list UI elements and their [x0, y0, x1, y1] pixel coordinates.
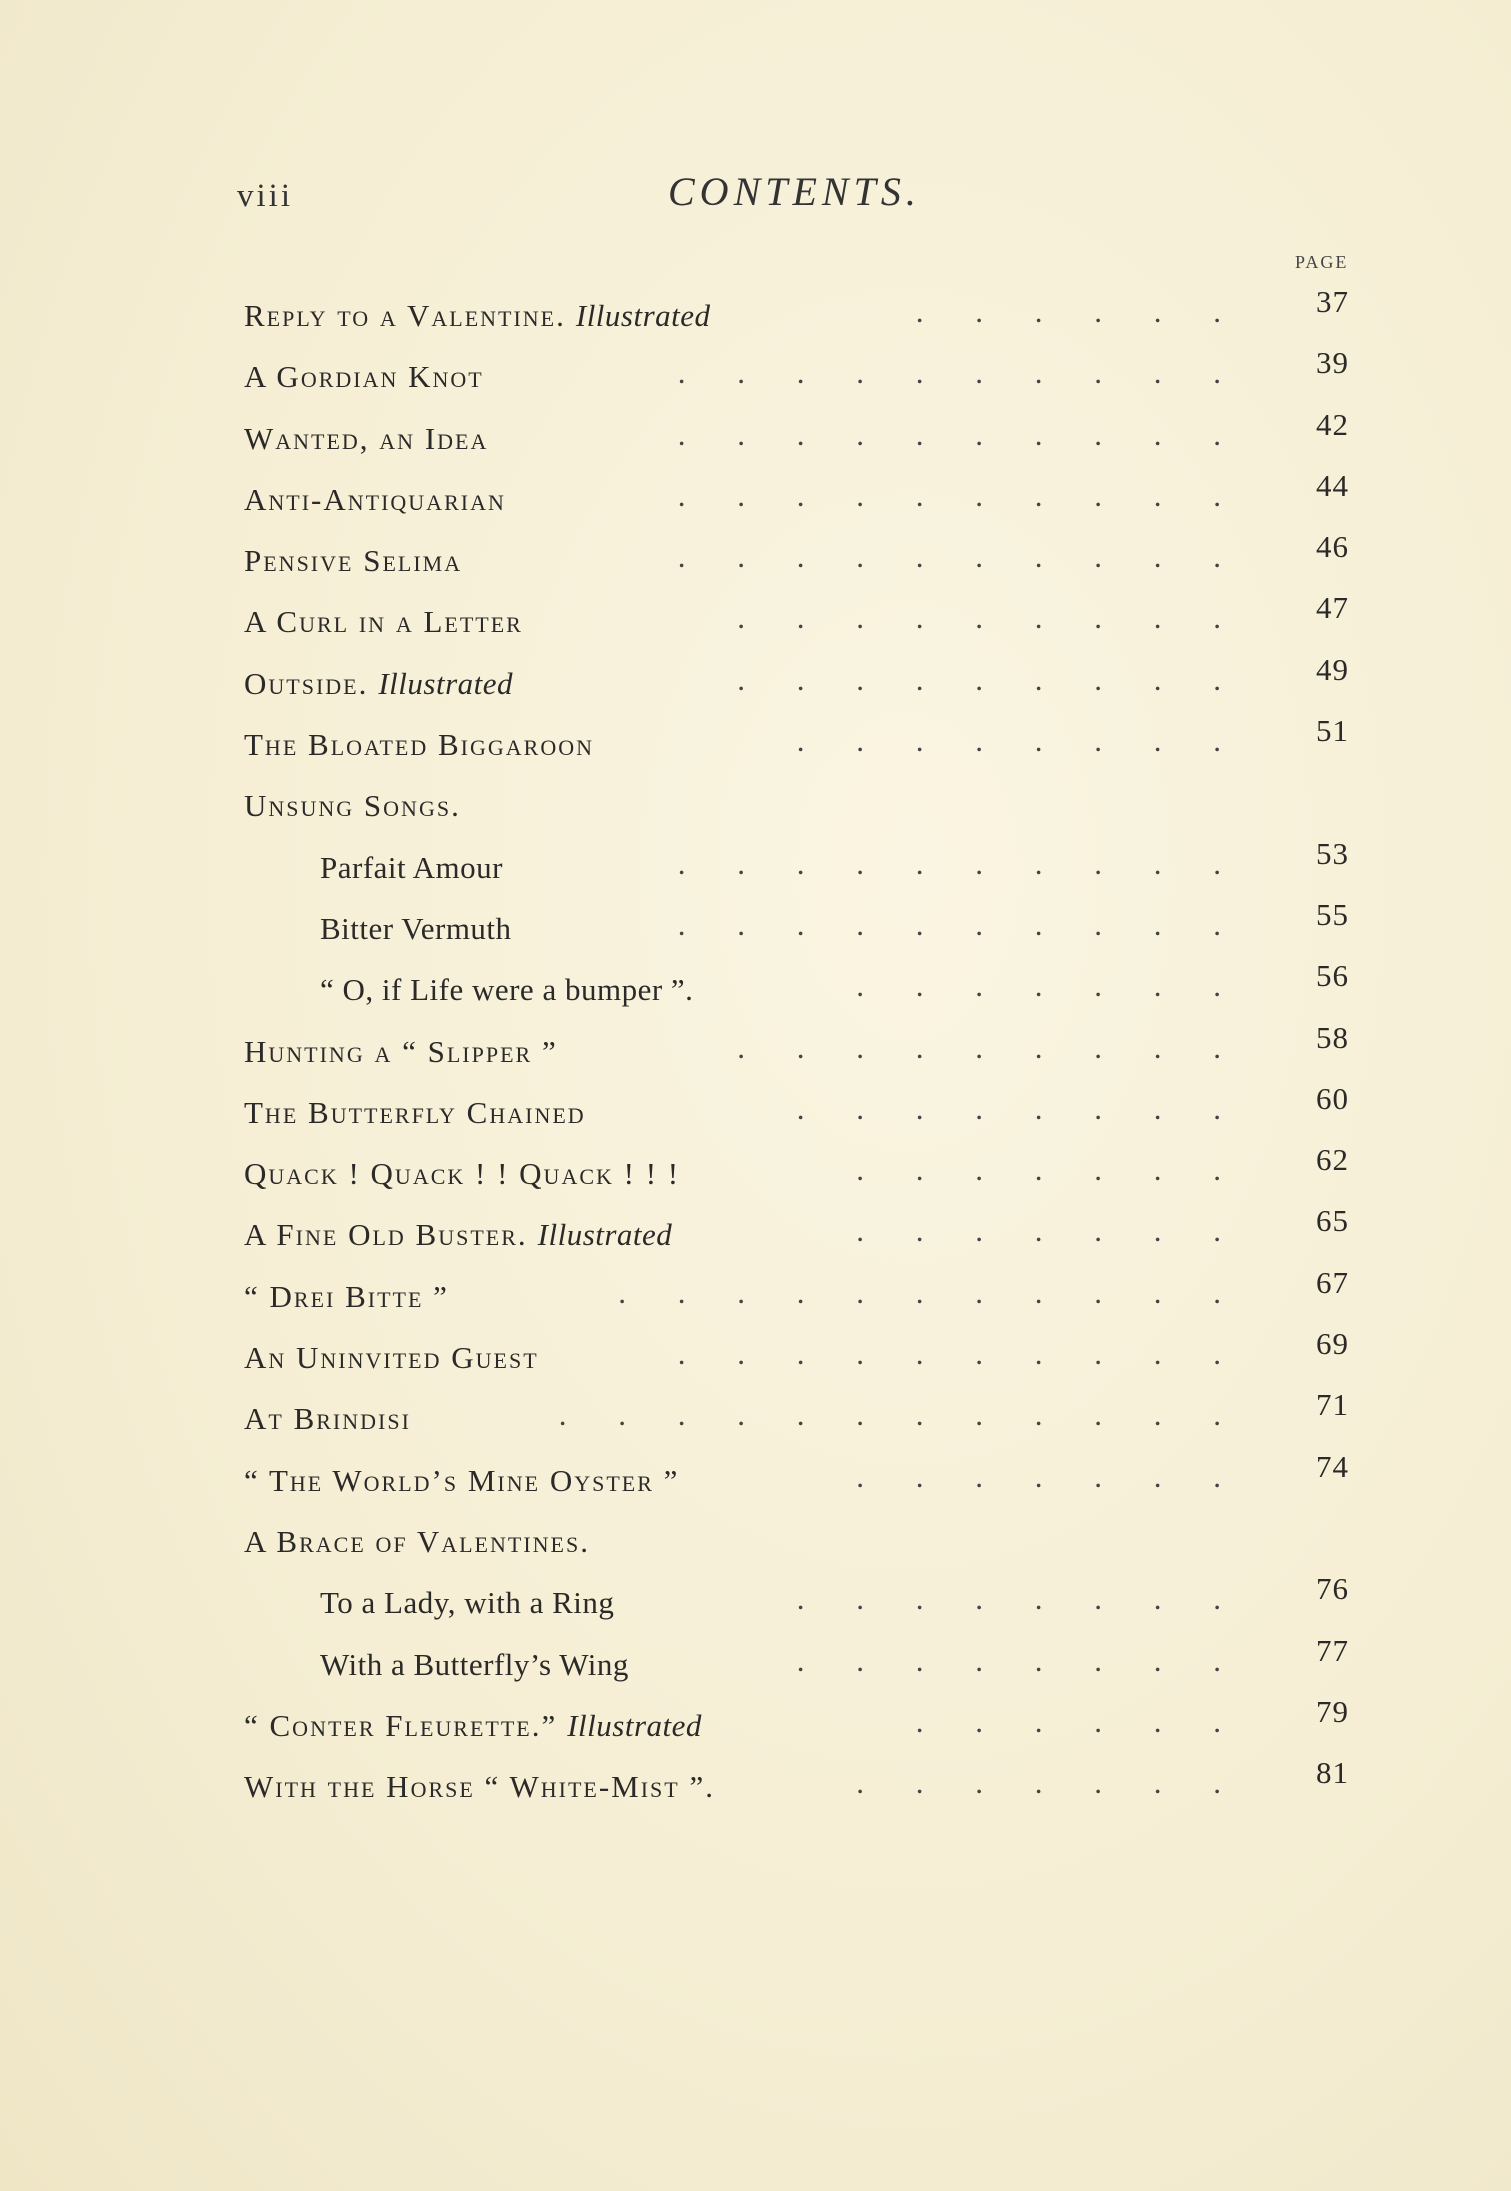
- toc-entry: [0, 284, 1511, 353]
- toc-entry-title: Unsung Songs.: [244, 788, 461, 824]
- toc-entry-title: A Fine Old Buster.: [244, 1217, 528, 1253]
- toc-entry-title-group: [320, 911, 512, 947]
- toc-entry-page-number: 71: [1316, 1387, 1349, 1423]
- dot-leader: . . . . . . . . .: [737, 600, 1243, 636]
- toc-entry: [0, 406, 1511, 476]
- dot-leader: . . . . . . .: [856, 1765, 1243, 1801]
- toc-entry-title: Anti-Antiquarian: [244, 481, 506, 517]
- running-head-title: CONTENTS.: [668, 169, 921, 214]
- toc-entry: [0, 467, 1511, 537]
- toc-entry: [0, 1755, 1511, 1824]
- toc-entry: [0, 1203, 1511, 1272]
- toc-entry-title-group: [320, 850, 503, 886]
- dot-leader: . . . . . . .: [856, 1152, 1243, 1188]
- toc-entry-title: “ Drei Bitte ”: [244, 1278, 449, 1314]
- toc-entry-title: The Butterfly Chained: [244, 1094, 586, 1130]
- toc-entry-title-group: [244, 1034, 558, 1070]
- toc-entry: [0, 1264, 1511, 1334]
- toc-entry-title-group: [244, 1279, 449, 1315]
- toc-entry: [0, 1571, 1511, 1640]
- toc-entry: [0, 651, 1511, 721]
- dot-leader: . . . . . . . . . . . .: [558, 1397, 1243, 1433]
- toc-entry-title-group: [244, 482, 506, 518]
- dot-leader: . . . . . . . . . .: [677, 1336, 1243, 1372]
- toc-entry-title-group: [244, 1463, 679, 1499]
- toc-entry-title: “ The World’s Mine Oyster ”: [244, 1462, 680, 1498]
- toc-entry-page-number: 39: [1316, 345, 1349, 381]
- dot-leader: . . . . . . .: [856, 968, 1243, 1004]
- toc-entry-title: Reply to a Valentine.: [244, 298, 566, 333]
- toc-entry-title-group: [244, 543, 462, 579]
- toc-entry-title-group: [244, 359, 484, 395]
- toc-entry-title-group: [320, 1585, 614, 1621]
- toc-entry-note: Illustrated: [378, 665, 514, 701]
- page-column-label: PAGE: [1295, 252, 1349, 272]
- toc-entry-title: A Gordian Knot: [244, 359, 484, 395]
- toc-entry-title-group: [320, 972, 693, 1008]
- toc-entry-title-group: [244, 298, 711, 334]
- toc-entry-page-number: 51: [1316, 713, 1349, 749]
- toc-entry-page-number: 53: [1316, 835, 1349, 871]
- toc-entry-page-number: 47: [1316, 590, 1349, 626]
- toc-entry-title: Hunting a “ Slipper ”: [244, 1033, 558, 1069]
- toc-entry: [0, 1632, 1511, 1702]
- toc-entry-title-group: [244, 421, 488, 457]
- toc-entry-page-number: 74: [1316, 1448, 1349, 1484]
- toc-entry-page-number: 79: [1316, 1693, 1349, 1729]
- toc-entry-note: Illustrated: [537, 1217, 673, 1253]
- toc-entry-title: “ O, if Life were a bumper ”.: [320, 972, 694, 1008]
- dot-leader: . . . . . . . .: [796, 1581, 1243, 1617]
- toc-entry-title-group: [244, 1156, 680, 1192]
- toc-entry: [0, 1693, 1511, 1763]
- toc-entry-title-group: [244, 727, 594, 763]
- dot-leader: . . . . . . . .: [796, 723, 1243, 759]
- toc-entry-title: A Curl in a Letter: [244, 604, 523, 640]
- toc-entry: [0, 1326, 1511, 1395]
- toc-entry-title: Quack ! Quack ! ! Quack ! ! !: [244, 1156, 681, 1192]
- dot-leader: . . . . . .: [915, 294, 1243, 329]
- toc-entry-page-number: 49: [1316, 651, 1349, 687]
- toc-entry-title-group: [244, 1524, 590, 1560]
- toc-entry: [0, 1080, 1511, 1150]
- toc-entry-title: “ Conter Fleurette.”: [244, 1707, 558, 1743]
- dot-leader: . . . . . . . . . .: [677, 539, 1243, 575]
- toc-entry-title: The Bloated Biggaroon: [244, 727, 594, 763]
- toc-entry-page-number: 69: [1316, 1326, 1349, 1362]
- table-of-contents: [0, 284, 1511, 1824]
- toc-entry-title-group: [244, 604, 523, 640]
- toc-entry-title: At Brindisi: [244, 1401, 411, 1437]
- toc-entry-page-number: 81: [1316, 1755, 1349, 1791]
- dot-leader: . . . . . .: [915, 1703, 1243, 1739]
- toc-entry-title: With a Butterfly’s Wing: [320, 1646, 629, 1682]
- toc-entry-note: Illustrated: [575, 298, 711, 333]
- toc-entry-page-number: 42: [1316, 406, 1349, 442]
- toc-entry: [0, 835, 1511, 905]
- toc-entry: [0, 896, 1511, 966]
- dot-leader: . . . . . . . .: [796, 1642, 1243, 1678]
- toc-entry: [0, 1142, 1511, 1211]
- toc-entry: [0, 1387, 1511, 1456]
- toc-entry-title-group: [244, 1217, 672, 1253]
- toc-entry-page-number: 44: [1316, 467, 1349, 503]
- dot-leader: . . . . . . . . . .: [677, 355, 1243, 391]
- toc-entry-page-number: 56: [1316, 958, 1349, 994]
- dot-leader: . . . . . . . . .: [737, 1029, 1243, 1065]
- toc-entry-page-number: 55: [1316, 896, 1349, 932]
- toc-entry: [0, 1448, 1511, 1518]
- dot-leader: . . . . . . . . . .: [677, 906, 1243, 942]
- dot-leader: . . . . . . . . . .: [677, 845, 1243, 881]
- dot-leader: . . . . . . . . . .: [677, 416, 1243, 452]
- toc-entry-title: Pensive Selima: [244, 543, 463, 579]
- toc-entry-title-group: [244, 1095, 586, 1131]
- toc-entry-page-number: 65: [1316, 1203, 1349, 1239]
- toc-entry-title: Outside.: [244, 665, 369, 701]
- toc-entry: [0, 713, 1511, 782]
- toc-entry-page-number: 58: [1316, 1019, 1349, 1055]
- toc-entry: [0, 958, 1511, 1027]
- toc-entry: [0, 345, 1511, 414]
- toc-entry-title: An Uninvited Guest: [244, 1340, 539, 1376]
- toc-entry-title-group: [244, 666, 513, 702]
- toc-entry-title-group: [244, 1769, 715, 1805]
- toc-entry: [0, 1019, 1511, 1089]
- toc-entry-page-number: 46: [1316, 529, 1349, 565]
- dot-leader: . . . . . . . . .: [737, 661, 1243, 697]
- toc-entry-title: A Brace of Valentines.: [244, 1523, 590, 1559]
- toc-entry-page-number: 76: [1316, 1571, 1349, 1607]
- toc-entry: [0, 1518, 1511, 1579]
- toc-entry: [0, 529, 1511, 598]
- toc-entry-title-group: [244, 1401, 411, 1437]
- dot-leader: . . . . . . . . . .: [677, 477, 1243, 513]
- toc-entry: [0, 782, 1511, 843]
- toc-entry-title: Wanted, an Idea: [244, 420, 489, 456]
- toc-entry-title-group: [244, 1708, 702, 1744]
- toc-entry-title: To a Lady, with a Ring: [320, 1585, 615, 1621]
- toc-entry-note: Illustrated: [567, 1707, 702, 1743]
- toc-entry-page-number: 60: [1316, 1080, 1349, 1116]
- toc-entry: [0, 590, 1511, 659]
- dot-leader: . . . . . . .: [856, 1213, 1243, 1249]
- dot-leader: . . . . . . . . . . .: [618, 1274, 1243, 1310]
- dot-leader: . . . . . . . .: [796, 1090, 1243, 1126]
- toc-entry-page-number: 37: [1316, 284, 1349, 319]
- page-number-folio: viii: [237, 178, 294, 214]
- toc-entry-title: With the Horse “ White-Mist ”.: [244, 1769, 715, 1805]
- toc-entry-title-group: [244, 1340, 539, 1376]
- toc-entry-page-number: 62: [1316, 1142, 1349, 1178]
- dot-leader: . . . . . . .: [856, 1458, 1243, 1494]
- toc-entry-title-group: [320, 1647, 629, 1683]
- toc-entry-title: Bitter Vermuth: [320, 910, 512, 946]
- toc-entry-page-number: 67: [1316, 1264, 1349, 1300]
- toc-entry-title: Parfait Amour: [320, 849, 503, 885]
- toc-entry-page-number: 77: [1316, 1632, 1349, 1668]
- toc-entry-title-group: [244, 788, 461, 824]
